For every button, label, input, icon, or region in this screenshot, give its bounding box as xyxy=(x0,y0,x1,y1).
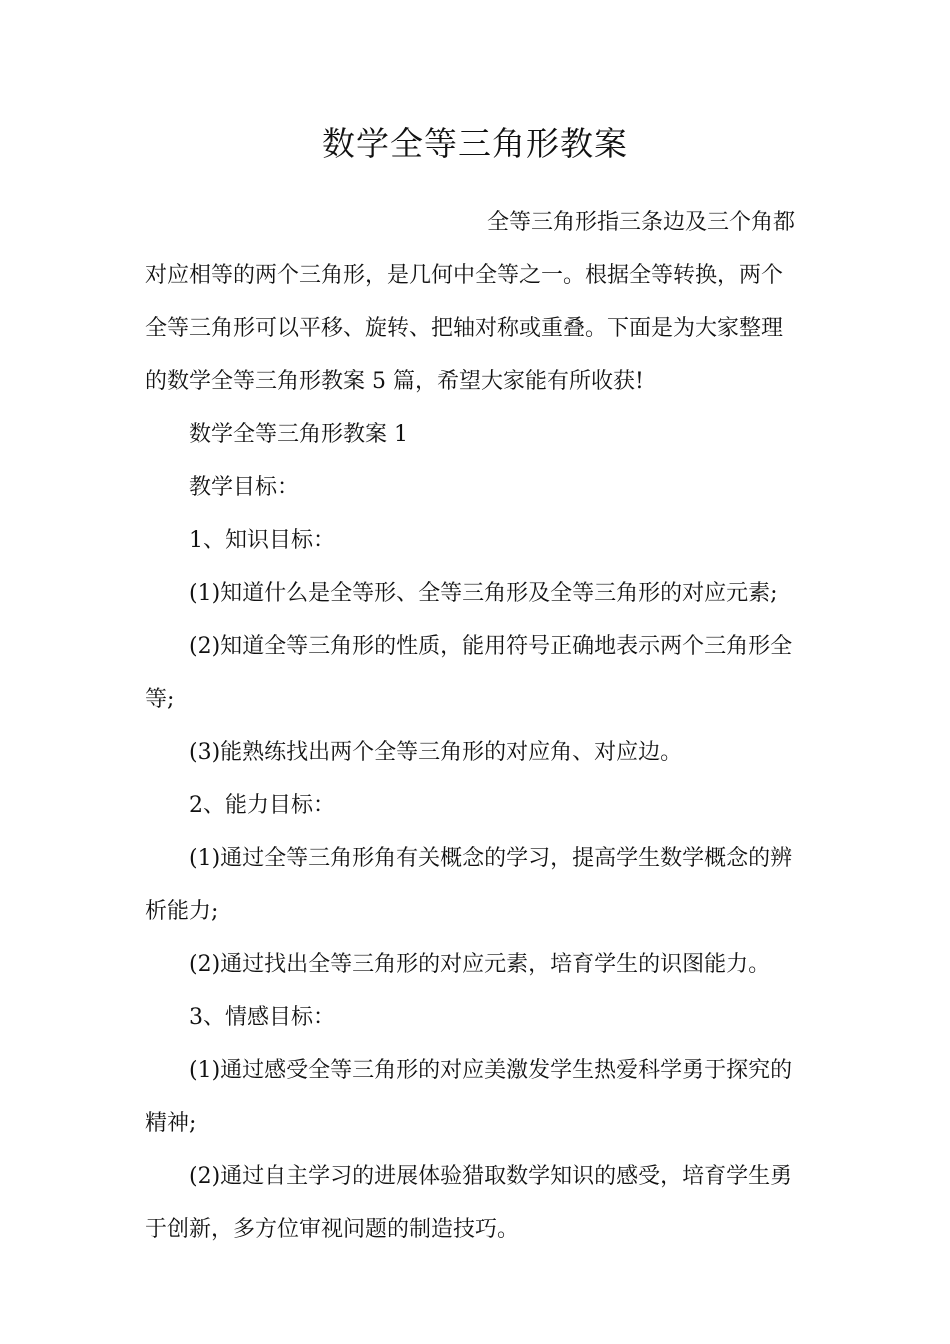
text-line: (2)通过自主学习的进展体验猎取数学知识的感受，培育学生勇 xyxy=(189,1164,793,1189)
paragraph xyxy=(145,726,805,779)
paragraph xyxy=(145,514,805,567)
paragraph xyxy=(145,991,805,1044)
text-line: (3)能熟练找出两个全等三角形的对应角、对应边。 xyxy=(189,740,683,765)
text-line: 对应相等的两个三角形，是几何中全等之一。根据全等转换，两个 xyxy=(145,263,784,288)
text-line: (1)通过感受全等三角形的对应美激发学生热爱科学勇于探究的 xyxy=(189,1058,793,1083)
section-heading xyxy=(145,408,805,461)
text-line: 析能力; xyxy=(145,899,219,924)
text-line: 数学全等三角形教案 1 xyxy=(189,422,408,447)
paragraph xyxy=(145,938,805,991)
text-line: 2、能力目标： xyxy=(189,793,335,818)
text-line: (1)知道什么是全等形、全等三角形及全等三角形的对应元素; xyxy=(189,581,778,606)
text-line: 全等三角形指三条边及三个角都 xyxy=(487,210,796,235)
text-line: 3、情感目标： xyxy=(189,1005,335,1030)
text-line: 等; xyxy=(145,687,175,712)
text-line: 精神; xyxy=(145,1111,197,1136)
paragraph-intro xyxy=(145,196,805,408)
paragraph xyxy=(145,1150,805,1256)
document-body xyxy=(145,196,805,1256)
text-line: (2)通过找出全等三角形的对应元素，培育学生的识图能力。 xyxy=(189,952,771,977)
paragraph xyxy=(145,567,805,620)
text-line: 1、知识目标： xyxy=(189,528,335,553)
text-line: 全等三角形可以平移、旋转、把轴对称或重叠。下面是为大家整理 xyxy=(145,316,784,341)
document-title: 数学全等三角形教案 xyxy=(322,124,628,163)
text-line: (2)知道全等三角形的性质，能用符号正确地表示两个三角形全 xyxy=(189,634,793,659)
text-line: 教学目标： xyxy=(189,475,300,500)
paragraph xyxy=(145,461,805,514)
text-line: 的数学全等三角形教案 5 篇，希望大家能有所收获! xyxy=(145,369,644,394)
paragraph xyxy=(145,832,805,938)
paragraph xyxy=(145,1044,805,1150)
paragraph xyxy=(145,620,805,726)
text-line: (1)通过全等三角形角有关概念的学习，提高学生数学概念的辨 xyxy=(189,846,793,871)
text-line: 于创新，多方位审视问题的制造技巧。 xyxy=(145,1217,520,1242)
paragraph xyxy=(145,779,805,832)
